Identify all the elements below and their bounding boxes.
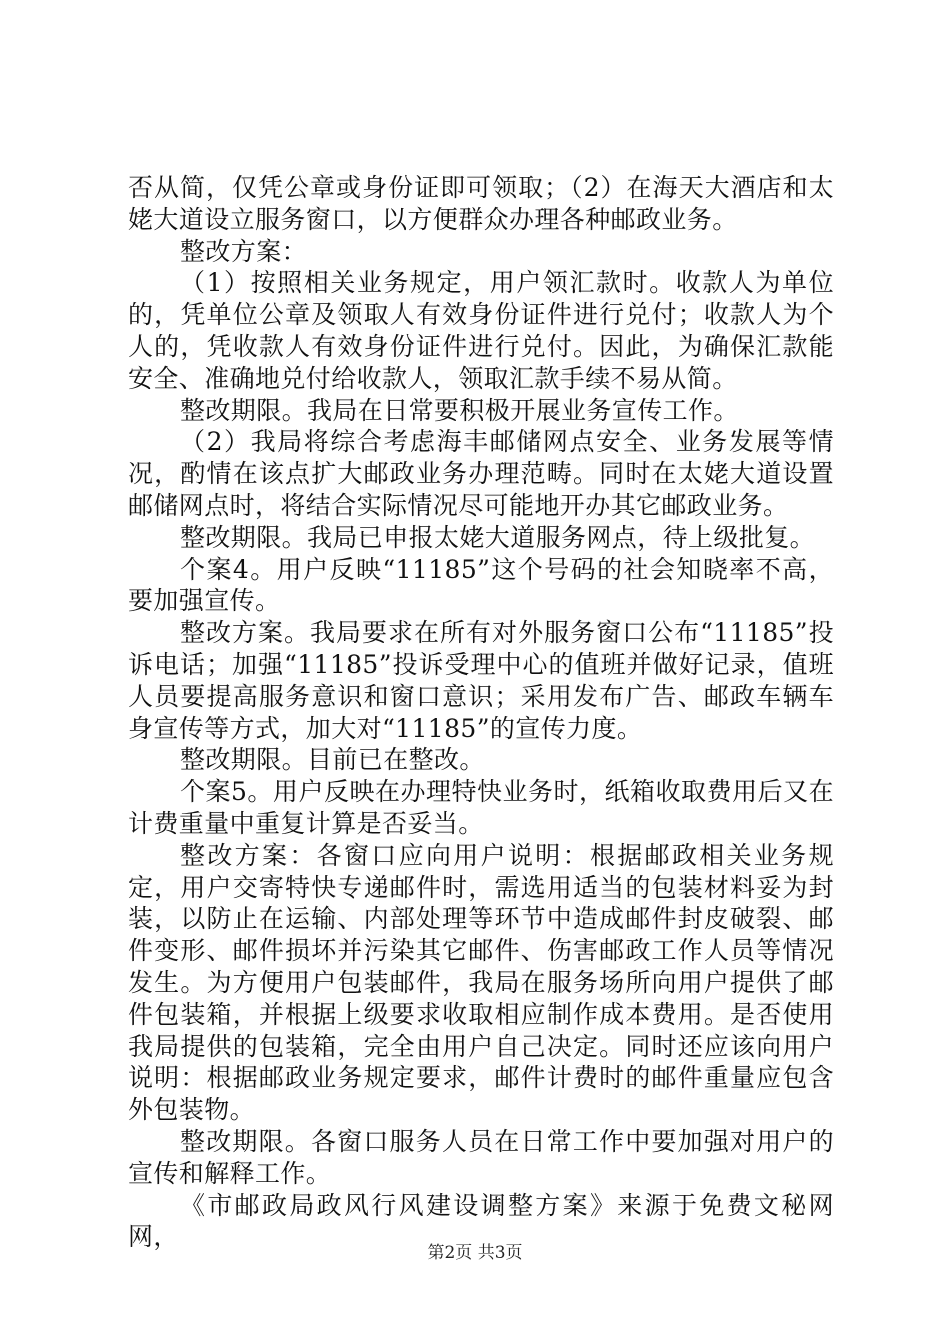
- paragraph-continuation: 否从简，仅凭公章或身份证即可领取；（2）在海天大酒店和太姥大道设立服务窗口，以方便群众办理各种邮政业务。: [128, 173, 834, 234]
- paragraph-case-5-plan: 整改方案：各窗口应向用户说明：根据邮政相关业务规定，用户交寄特快专递邮件时，需选用适当的包装材料妥为封装，以防止在运输、内部处理等环节中造成邮件封皮破裂、邮件变形、邮件损坏并污染其它邮件、伤害邮政工作人员等情况发生。为方便用户包装邮件，我局在服务场所向用户提供了邮件包装箱，并根据上级要求收取相应制作成本费用。是否使用我局提供的包装箱，完全由用户自己决定。同时还应该向用户说明：根据邮政业务规定要求，邮件计费时的邮件重量应包含外包装物。: [128, 840, 834, 1125]
- page-number: 第2页 共3页: [427, 1243, 523, 1263]
- paragraph-case-5: 个案5。用户反映在办理特快业务时，纸箱收取费用后又在计费重量中重复计算是否妥当。: [128, 777, 834, 838]
- paragraph-case-4: 个案4。用户反映“11185”这个号码的社会知晓率不高，要加强宣传。: [128, 554, 834, 616]
- paragraph-heading-plan: 整改方案：: [180, 236, 308, 266]
- paragraph-plan-1: （1）按照相关业务规定，用户领汇款时。收款人为单位的，凭单位公章及领取人有效身份证件进行兑付；收款人为个人的，凭收款人有效身份证件进行兑付。因此，为确保汇款能安全、准确地兑付给收款人，领取汇款手续不易从简。: [128, 268, 834, 393]
- paragraph-deadline-2: 整改期限。我局已申报太姥大道服务网点，待上级批复。: [180, 522, 816, 552]
- page-footer: [0, 1242, 950, 1264]
- paragraph-deadline-1: 整改期限。我局在日常要积极开展业务宣传工作。: [180, 395, 739, 425]
- paragraph-source-note: 《市邮政局政风行风建设调整方案》来源于免费文秘网网，: [128, 1190, 834, 1252]
- paragraph-case-4-deadline: 整改期限。目前已在整改。: [180, 745, 485, 775]
- paragraph-plan-2: （2）我局将综合考虑海丰邮储网点安全、业务发展等情况，酌情在该点扩大邮政业务办理范畴。同时在太姥大道设置邮储网点时，将结合实际情况尽可能地开办其它邮政业务。: [128, 427, 834, 520]
- document-body: [128, 172, 834, 1253]
- paragraph-case-4-plan: 整改方案。我局要求在所有对外服务窗口公布“11185”投诉电话；加强“11185”投诉受理中心的值班并做好记录，值班人员要提高服务意识和窗口意识；采用发布广告、邮政车辆车身宣传等方式，加大对“11185”的宣传力度。: [128, 618, 834, 743]
- paragraph-case-5-deadline: 整改期限。各窗口服务人员在日常工作中要加强对用户的宣传和解释工作。: [128, 1126, 834, 1188]
